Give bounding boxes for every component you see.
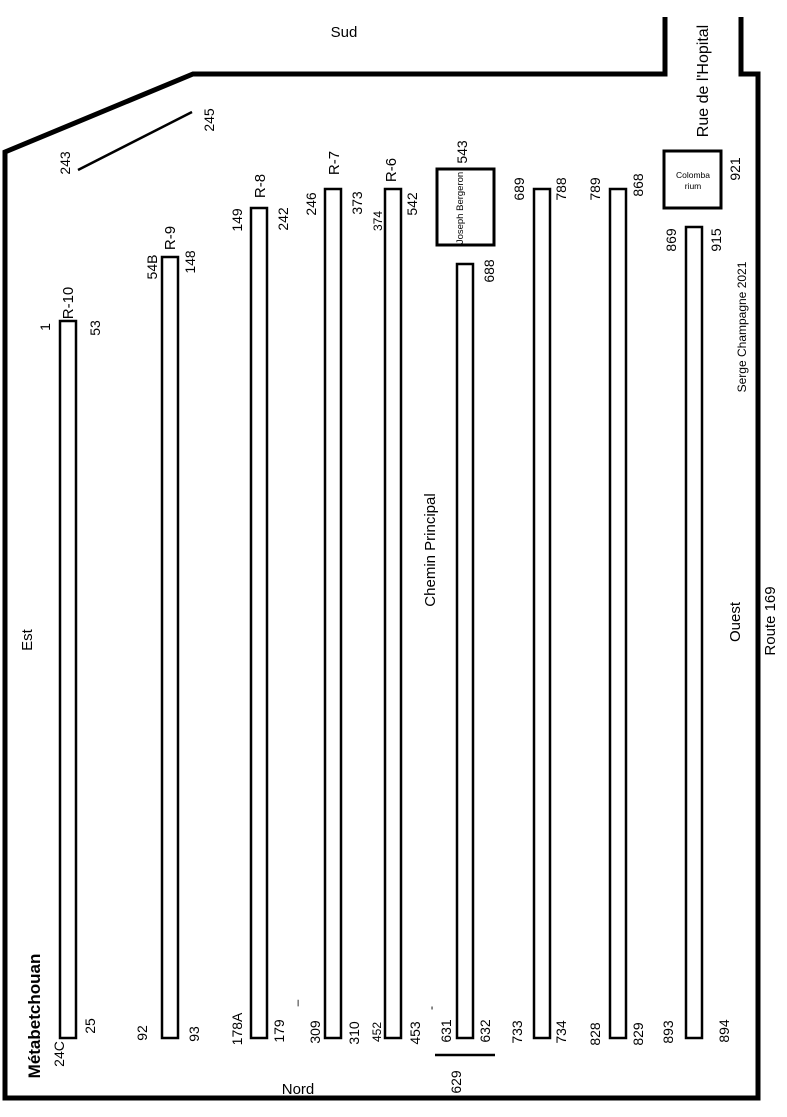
route-169-label: Route 169 — [762, 586, 779, 656]
diag-right-number: 245 — [201, 108, 217, 132]
row-4-start-left: 689 — [511, 177, 527, 201]
row-3-start-left: 789 — [587, 177, 603, 201]
columbarium-label-1: Colomba — [675, 170, 711, 180]
row-r7-plot — [325, 189, 341, 1038]
row-r10-end-right: 25 — [82, 1018, 98, 1034]
row-3-end-left: 828 — [587, 1022, 603, 1046]
row-3-start-right: 868 — [630, 173, 646, 197]
hospital-street-label: Rue de l'Hopital — [695, 24, 712, 138]
main-path-label: Chemin Principal — [422, 493, 439, 607]
row-r8-plot — [251, 208, 267, 1038]
row-r8-end-right: 179 — [271, 1019, 287, 1043]
row-r8-start-right: 242 — [275, 207, 291, 231]
columbarium-number: 921 — [727, 157, 743, 181]
north-label: Nord — [281, 1081, 315, 1098]
row-r9-start-left: 54B — [144, 254, 160, 280]
row-r8-name: R-8 — [252, 173, 269, 199]
row-r8-start-left: 149 — [229, 208, 245, 232]
row-r6-end-right: 453 — [407, 1021, 423, 1045]
row-r8-end-left: 178A — [229, 1012, 245, 1046]
row-r9-plot — [162, 257, 178, 1038]
row-r9-end-right: 93 — [186, 1026, 202, 1042]
row-5-end-left: 631 — [438, 1019, 454, 1043]
row-4-end-right: 734 — [553, 1020, 569, 1044]
row-5-start-right: 688 — [481, 259, 497, 283]
row-r10-start-right: 53 — [87, 320, 103, 336]
row-2-start-right: 915 — [708, 228, 724, 252]
diag-left-number: 243 — [57, 151, 73, 175]
row-8-dash: – — [290, 999, 304, 1007]
row-r10-name: R-10 — [60, 286, 77, 320]
row-r7-start-left: 246 — [303, 192, 319, 216]
row-4-plot — [534, 189, 550, 1038]
columbarium-label-2: rium — [684, 181, 702, 191]
row-4-end-left: 733 — [509, 1020, 525, 1044]
row-5-plot — [457, 264, 473, 1038]
row-r6-plot — [385, 189, 401, 1038]
row-r9-end-left: 92 — [134, 1025, 150, 1041]
row-r10-start-left: 1 — [37, 323, 53, 331]
diagonal-row-line — [78, 112, 192, 170]
row-2-end-left: 893 — [660, 1020, 676, 1044]
credit-text: Serge Champagne 2021 — [735, 261, 749, 393]
row-2-start-left: 869 — [663, 228, 679, 252]
row-r7-start-right: 373 — [349, 191, 365, 215]
south-label: Sud — [330, 24, 358, 41]
bergeron-label: Joseph Bergeron — [455, 171, 466, 245]
row-r6-name: R-6 — [383, 157, 400, 183]
row-r10-plot — [60, 321, 76, 1038]
row-3-plot — [610, 189, 626, 1038]
map-title: Métabetchouan — [25, 953, 44, 1079]
row-5-end-right: 632 — [477, 1019, 493, 1043]
bottom-629-number: 629 — [448, 1070, 464, 1094]
row-5-start-left: 543 — [454, 140, 470, 164]
east-label: Est — [19, 629, 36, 651]
row-r10-end-left: 24C — [51, 1041, 67, 1067]
west-label: Ouest — [727, 601, 744, 643]
row-r9-start-right: 148 — [182, 250, 198, 274]
row-2-plot — [686, 227, 702, 1038]
row-r7-name: R-7 — [326, 150, 343, 176]
row-r7-end-right: 310 — [346, 1021, 362, 1045]
row-6-dash: - — [424, 1006, 438, 1010]
row-r6-start-right: 542 — [404, 192, 420, 216]
row-2-end-right: 894 — [716, 1019, 732, 1043]
row-4-start-right: 788 — [553, 177, 569, 201]
row-r6-start-left: 374 — [371, 210, 385, 232]
row-r7-end-left: 309 — [307, 1020, 323, 1044]
row-3-end-right: 829 — [630, 1022, 646, 1046]
row-r9-name: R-9 — [162, 225, 179, 251]
row-r6-end-left: 452 — [370, 1021, 384, 1043]
